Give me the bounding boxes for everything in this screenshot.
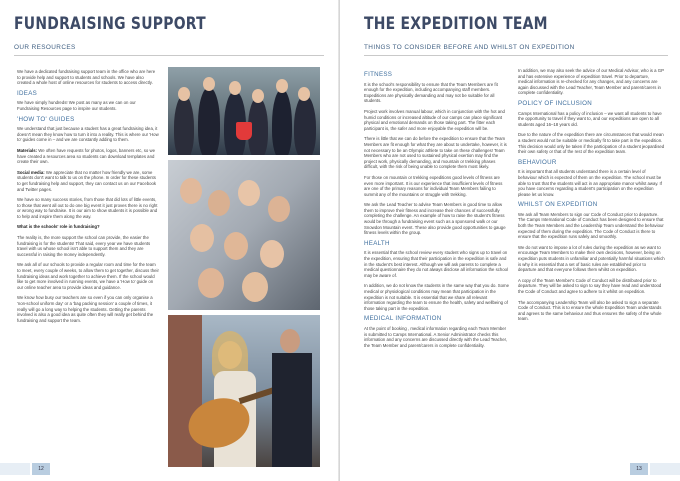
paragraph-text: We ask all of our schools to provide a regular room and time for the team to meet, every couple of weeks, to allow them to get together, discuss their fundraising ideas and work together to achieve them. If the school would like to get more involved in running events, we have a 'How to' guide on our online teacher area to provide ideas and guidance. bbox=[17, 262, 159, 290]
body-paragraph bbox=[364, 82, 509, 104]
section-heading: MEDICAL INFORMATION bbox=[364, 315, 442, 323]
paragraph-text: We have so many success stories, from those that did lots of little events, to those that went all out to do one big event it just proves there is no right or wrong way to fundraise. It is our aim to show students it is possible and to help and inspire them along the way. bbox=[17, 197, 158, 219]
team-group-photo bbox=[168, 67, 320, 155]
paragraph-text: A copy of the Team Member's Code of Conduct will be distributed prior to departure. They will be asked to sign to say they have read and understood the Code of Conduct and agree to adhere to it whilst on expedition. bbox=[518, 277, 662, 294]
paragraph-label: What is the schools' role in fundraising? bbox=[17, 224, 100, 230]
right-text-column-2 bbox=[518, 68, 665, 327]
paragraph-text: Project work involves manual labour, which in conjunction with the hot and humid conditions or increased altitude of our camps can place significant physical and emotional demands on those taking part. The fitter each participant is, the safer and more enjoyable the expedition will be. bbox=[364, 108, 505, 131]
body-paragraph bbox=[17, 235, 159, 257]
paragraph-text: In addition, we may also seek the advice of our Medical Advisor, who is a GP and has extensive experience of expedition travel. Prior to departure, medical information is re-checked for any changes, and any concerns are again discussed with the Lead Teacher, Team Member and parent/carers in complete confidentiality. bbox=[518, 68, 664, 96]
section-heading: POLICY OF INCLUSION bbox=[518, 99, 593, 107]
paragraph-text: We ask all Team Members to sign our Code of Conduct prior to departure. The Camps International Code of Conduct has been designed to ensure that both the Team Members and the Leadership Team understand the behaviour expected of them during the expedition. The Code of Conduct is there to ensure that the expedition runs safely and smoothly. bbox=[518, 211, 664, 240]
right-page-title: THE EXPEDITION TEAM bbox=[364, 14, 548, 34]
paragraph-text: It is the school's responsibility to ensure that the Team Members are fit enough for the expedition, including accompanying staff members. Expeditions are physically demanding and may not be suitable for all students. bbox=[364, 81, 498, 104]
body-paragraph bbox=[518, 300, 665, 322]
body-paragraph bbox=[17, 224, 159, 230]
body-paragraph bbox=[518, 278, 665, 295]
body-paragraph bbox=[364, 283, 509, 311]
right-page-number: 13 bbox=[630, 463, 648, 475]
paragraph-text: We appreciate that no matter how friendly we are, some students don't want to talk to us on the phone. In order for these students to get fundraising help and support, they can contact us on our Facebook and Twitter pages. bbox=[17, 169, 157, 192]
paragraph-text: It is essential that the school review every student who signs up to travel on the expedition, ensuring that their participation in the expedition is safe and in the student's best interest. Although we will ask parents to complete a medical questionnaire they do not always disclose all information the school may be aware of. bbox=[364, 250, 509, 278]
body-paragraph bbox=[17, 197, 159, 219]
body-paragraph bbox=[518, 245, 665, 273]
right-text-column-1 bbox=[364, 68, 509, 353]
paragraph-text: At the point of booking , medical information regarding each Team Member is submitted to Camps International. A Senior Administrator checks this information and any concerns are discussed directly with the Lead Teacher, the Team Member and parent/carers in complete confidentiality. bbox=[364, 325, 507, 348]
body-paragraph bbox=[518, 212, 665, 240]
paragraph-text: The reality is, the more support the school can provide, the easier the fundraising is for the students! That said, every year we have students travel with us whose school isn't able to support them and they are successful in raising the money independently. bbox=[17, 235, 151, 257]
body-paragraph bbox=[364, 109, 509, 131]
left-footer-bar bbox=[0, 463, 30, 475]
body-paragraph bbox=[364, 326, 509, 348]
paragraph-label: Materials: bbox=[17, 147, 38, 153]
paragraph-text: For those on mountain or trekking expeditions good levels of fitness are even more important. It is our experience that insufficient levels of fitness are one of the primary reasons for individual Team Members failing to summit any of the mountains or struggle with trekking. bbox=[364, 174, 503, 197]
body-paragraph bbox=[364, 136, 509, 170]
body-paragraph bbox=[17, 126, 159, 143]
body-paragraph bbox=[17, 170, 159, 192]
body-paragraph bbox=[17, 262, 159, 290]
body-paragraph bbox=[17, 69, 159, 86]
left-page-title: FUNDRAISING SUPPORT bbox=[14, 14, 206, 34]
right-footer-bar bbox=[650, 463, 680, 475]
section-heading: HEALTH bbox=[364, 239, 390, 247]
paragraph-text: We have a dedicated fundraising support team in the office who are here to provide help and support to students and schools. We have also created a whole host of online resources for students to access directly. bbox=[17, 69, 156, 86]
body-paragraph bbox=[17, 148, 159, 165]
right-page-subtitle: THINGS TO CONSIDER BEFORE AND WHILST ON EXPEDITION bbox=[364, 44, 575, 51]
body-paragraph bbox=[518, 111, 665, 128]
students-selfie-photo bbox=[168, 160, 320, 310]
body-paragraph bbox=[518, 132, 665, 154]
section-heading: WHILST ON EXPEDITION bbox=[518, 201, 598, 209]
right-title-rule bbox=[364, 55, 668, 56]
paragraph-text: The accompanying Leadership Team will also be asked to sign a separate Code of Conduct. This is to ensure the whole Expedition Team understands and agrees to the same behaviour and thus ensures the safety of the whole team. bbox=[518, 299, 662, 322]
body-paragraph bbox=[17, 295, 159, 323]
section-heading: BEHAVIOUR bbox=[518, 158, 557, 166]
paragraph-text: We have simply hundreds! We post as many as we can on our Fundraising Resources page to inspire our students. bbox=[17, 100, 136, 111]
left-page-subtitle: OUR RESOURCES bbox=[14, 44, 76, 51]
paragraph-text: We do not want to impose a lot of rules during the expedition as we want to encourage Team Members to make their own decisions, however, being on expedition puts students in unfamiliar and potentially harmful situations which is why it is essential that a set of basic rules are established prior to departure and that everyone follows them whilst on expedition. bbox=[518, 244, 665, 273]
section-heading: 'HOW TO' GUIDES bbox=[17, 115, 75, 123]
section-heading: FITNESS bbox=[364, 71, 393, 78]
left-page-number: 12 bbox=[32, 463, 50, 475]
body-paragraph bbox=[364, 202, 509, 236]
left-title-rule bbox=[14, 55, 324, 56]
paragraph-label: Social media: bbox=[17, 169, 45, 175]
paragraph-text: There is little that we can do before the expedition to ensure that the Team Members are fit enough for what they are about to undertake, however, it is not necessary to be an Olympic athlete to take on these challenges! Team Members who are not used to sustained physical exertion may find the project work, physically demanding, and mountain or trekking phases difficult, with the risk of being unable to complete them most likely. bbox=[364, 136, 507, 170]
paragraph-text: We ask the Lead Teacher to advise Team Members in good time to allow them to improve their fitness and increase their chances of successfully completing the challenge. An example of how to raise the student's fitness would be through a fundraising event such as a sponsored walk or our Snowdon Mountain event. These also provide good opportunities to gauge fitness levels within the group. bbox=[364, 202, 506, 236]
paragraph-text: It is important that all students understand there is a certain level of behaviour which is expected of them on the expedition. The school must be able to trust that the students will act in an appropriate manor whilst away. If you have concerns regarding a student's participation on the expedition please let us know. bbox=[518, 169, 662, 197]
collection-bucket bbox=[236, 122, 252, 140]
paragraph-text: We know how busy our teachers are so even if you can only organise a 'non-school uniform day' or a 'bag packing session' a couple of times, it really will go a long way to helping the students. Getting the parents involved is also a good idea as quite often they will really get behind the fundraising and support the team. bbox=[17, 295, 154, 323]
body-paragraph bbox=[364, 250, 509, 278]
body-paragraph bbox=[518, 68, 665, 96]
section-heading: IDEAS bbox=[17, 89, 38, 97]
paragraph-text: Camps International has a policy of inclusion – we want all students to have the opportunity to travel if they want to, and our expeditions are open to all students aged 16–18 years old. bbox=[518, 110, 662, 127]
performance-photo bbox=[168, 315, 320, 467]
left-text-column bbox=[17, 69, 159, 328]
paragraph-text: We understand that just because a student has a great fundraising idea, it doesn't mean they know how to turn it into a reality. This is where our 'How to' guides come in – and we are constantly adding to them. bbox=[17, 126, 159, 143]
right-page bbox=[340, 0, 680, 481]
body-paragraph bbox=[518, 169, 665, 197]
body-paragraph bbox=[17, 100, 159, 111]
paragraph-text: Due to the nature of the expedition there are circumstances that would mean a student would not be suitable or medically fit to take part in the expedition. This decision would only be taken if the participation of a student jeopardised their own safety or that of the rest of the expedition team. bbox=[518, 132, 665, 155]
paragraph-text: In addition, we do not know the students in the same way that you do. Some medical or physiological conditions may mean that participation in the expedition is not suitable. It is essential that we share all relevant information regarding the team to ensure the health, safety and wellbeing of those taking part in the expedition. bbox=[364, 283, 509, 311]
paragraph-text: We often have requests for photos, logos, banners etc, so we have created a resources area so students can download templates and create their own. bbox=[17, 147, 155, 165]
body-paragraph bbox=[364, 175, 509, 197]
